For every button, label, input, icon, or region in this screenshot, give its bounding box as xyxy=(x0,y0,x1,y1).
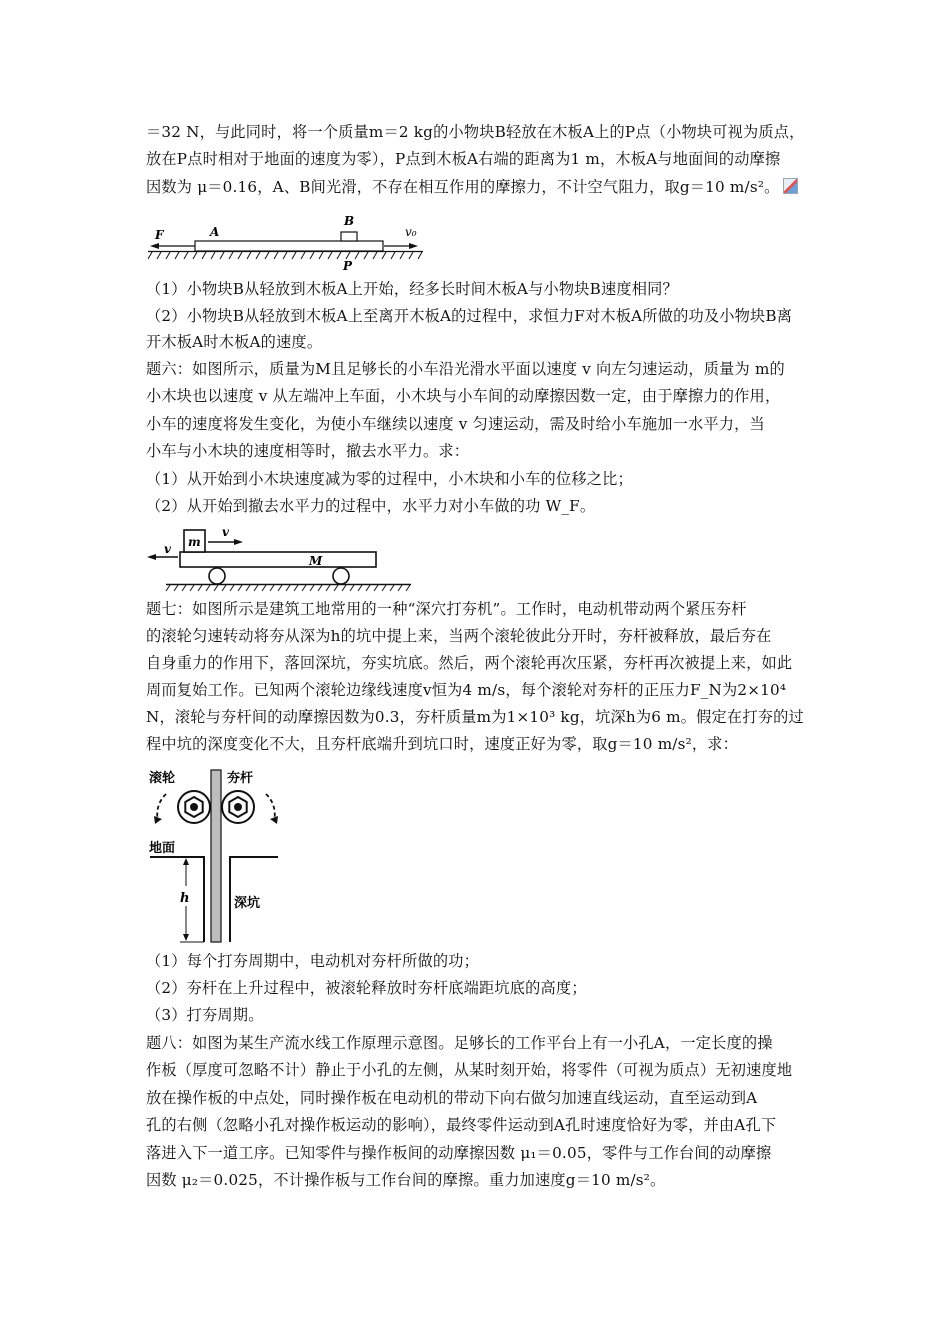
text-line: （1）每个打夯周期中，电动机对夯杆所做的功； xyxy=(146,952,480,970)
wheel xyxy=(209,568,225,584)
label-f: F xyxy=(155,228,164,242)
arrow-down-icon xyxy=(154,816,162,824)
text-line: N，滚轮与夯杆间的动摩擦因数为0.3，夯杆质量m为1×10³ kg，坑深h为6 m。假定在打夯的过 xyxy=(146,708,804,726)
ground-hatching xyxy=(148,252,422,259)
arrow-left-icon xyxy=(150,243,159,249)
text-line: 题八：如图为某生产流水线工作原理示意图。足够长的工作平台上有一小孔A，一定长度的操 xyxy=(146,1034,773,1052)
text-line: （3）打夯周期。 xyxy=(146,1006,264,1024)
arrow-right-icon xyxy=(234,539,243,545)
broken-image-icon xyxy=(783,178,798,194)
text-line: 程中坑的深度变化不大，且夯杆底端升到坑口时，速度正好为零，取g＝10 m/s²，求： xyxy=(146,735,739,753)
text-line: 自身重力的作用下，落回深坑，夯实坑底。然后，两个滚轮再次压紧，夯杆再次被提上来，如此 xyxy=(146,654,793,672)
text-line: 落进入下一道工序。已知零件与操作板间的动摩擦因数 μ₁＝0.05，零件与工作台间的动摩擦 xyxy=(146,1144,772,1162)
label-v-cart: v xyxy=(164,542,171,556)
text-line: 因数为 μ＝0.16，A、B间光滑，不存在相互作用的摩擦力，不计空气阻力，取g＝10 m/s²。 xyxy=(146,176,798,198)
label-h: h xyxy=(180,891,190,906)
rotation-arrow-left xyxy=(157,794,166,821)
text-line: 放在P点时相对于地面的速度为零），P点到木板A右端的距离为1 m，木板A与地面间的动摩擦 xyxy=(146,150,781,168)
arrow-down-icon xyxy=(183,934,189,941)
text-line: 作板（厚度可忽略不计）静止于小孔的左侧，从某时刻开始，将零件（可视为质点）无初速度地 xyxy=(146,1061,793,1079)
roller-right xyxy=(222,791,254,823)
arrow-down-icon xyxy=(270,816,278,824)
label-cart-m: M xyxy=(309,554,323,568)
text-line: 因数 μ₂＝0.025，不计操作板与工作台间的摩擦。重力加速度g＝10 m/s²。 xyxy=(146,1171,666,1189)
text-line: 周而复始工作。已知两个滚轮边缘线速度v恒为4 m/s，每个滚轮对夯杆的正压力F_N为2×10⁴ xyxy=(146,681,787,699)
arrow-left-icon xyxy=(147,554,156,560)
wheel xyxy=(333,568,349,584)
text-line: 题七：如图所示是建筑工地常用的一种“深穴打夯机”。工作时，电动机带动两个紧压夯杆 xyxy=(146,600,747,618)
label-rod: 夯杆 xyxy=(227,771,254,786)
text-line: （1）从开始到小木块速度减为零的过程中，小木块和小车的位移之比； xyxy=(146,470,633,488)
tamper-figure xyxy=(146,766,286,946)
plank-block-figure xyxy=(148,206,423,274)
ground-hatching xyxy=(166,585,410,591)
label-roller: 滚轮 xyxy=(149,771,176,786)
text-line: 放在操作板的中点处，同时操作板在电动机的带动下向右做匀加速直线运动，直至运动到A xyxy=(146,1089,758,1107)
label-v0: v₀ xyxy=(405,225,417,239)
pit-wall-left xyxy=(150,857,204,942)
label-p: P xyxy=(343,259,353,273)
label-b: B xyxy=(344,214,355,228)
arrow-right-icon xyxy=(409,243,418,249)
arrow-up-icon xyxy=(183,858,189,865)
roller-left xyxy=(178,791,210,823)
rotation-arrow-right xyxy=(266,794,275,821)
text-line: （2）小物块B从轻放到木板A上至离开木板A的过程中，求恒力F对木板A所做的功及小物块B离 xyxy=(146,307,793,325)
text-line: 开木板A时木板A的速度。 xyxy=(146,333,323,351)
text-line: （2）夯杆在上升过程中，被滚轮释放时夯杆底端距坑底的高度； xyxy=(146,979,587,997)
cart-m xyxy=(180,552,376,567)
text-line: 题六：如图所示，质量为M且足够长的小车沿光滑水平面以速度 v 向左匀速运动，质量为 m的 xyxy=(146,360,785,378)
text-line: 小车与小木块的速度相等时，撤去水平力。求： xyxy=(146,442,470,460)
text-line: （1）小物块B从轻放到木板A上开始，经多长时间木板A与小物块B速度相同？ xyxy=(146,280,678,298)
label-a: A xyxy=(210,225,220,239)
text-line: ＝32 N，与此同时，将一个质量m＝2 kg的小物块B轻放在木板A上的P点（小物块可视为质点， xyxy=(146,123,805,141)
label-pit: 深坑 xyxy=(234,896,261,911)
text-line: 孔的右侧（忽略小孔对操作板运动的影响），最终零件运动到A孔时速度恰好为零，并由A孔下 xyxy=(146,1116,777,1134)
label-m: m xyxy=(188,535,201,549)
label-ground: 地面 xyxy=(149,841,176,856)
text-line: 小木块也以速度 v 从左端冲上车面，小木块与小车间的动摩擦因数一定，由于摩擦力的作用， xyxy=(146,387,781,405)
text-line: 小车的速度将发生变化，为使小车继续以速度 v 匀速运动，需及时给小车施加一水平力，当 xyxy=(146,415,765,433)
tamper-rod xyxy=(211,770,221,942)
cart-block-figure xyxy=(146,522,416,592)
block-b xyxy=(341,232,357,241)
text-line: （2）从开始到撤去水平力的过程中，水平力对小车做的功 W_F。 xyxy=(146,497,596,515)
plank-a xyxy=(195,241,383,251)
text-line: 的滚轮匀速转动将夯从深为h的坑中提上来，当两个滚轮彼此分开时，夯杆被释放，最后夯在 xyxy=(146,627,772,645)
label-v-block: v xyxy=(222,525,229,539)
